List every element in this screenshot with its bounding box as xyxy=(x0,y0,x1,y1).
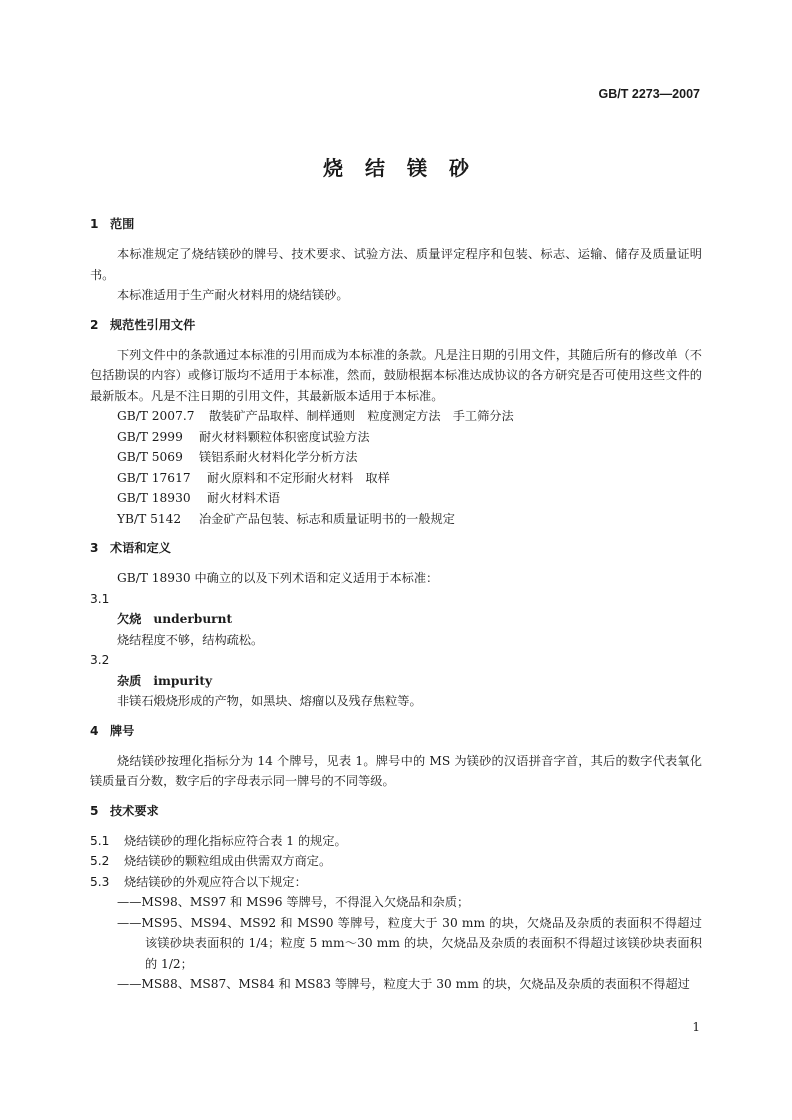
term-entry xyxy=(90,609,702,630)
reference-item xyxy=(90,427,702,448)
term-chinese: 杂质 xyxy=(117,673,142,688)
reference-title: 耐火材料颗粒体积密度试验方法 xyxy=(199,429,370,444)
reference-code: GB/T 17617 xyxy=(117,470,191,485)
reference-code: GB/T 5069 xyxy=(117,450,183,464)
section-technical-requirements xyxy=(90,801,702,995)
dash-item: ——MS88、MS87、MS84 和 MS83 等牌号，粒度大于 30 mm 的块，欠烧品及杂质的表面积不得超过 xyxy=(117,977,690,991)
standard-number: GB/T 2273—2007 xyxy=(598,87,700,101)
reference-item xyxy=(90,488,702,509)
dash-item: ——MS95、MS94、MS92 和 MS90 等牌号，粒度大于 30 mm 的块，欠烧品及杂质的表面积不得超过该镁砂块表面积的 1/4；粒度 5 mm～30 mm 的块，欠烧品及杂质的表面积不得超过该镁砂块表面积的 1/2； xyxy=(117,915,702,971)
section-grades xyxy=(90,721,702,792)
section-heading xyxy=(90,801,702,821)
reference-code: YB/T 5142 xyxy=(117,511,182,526)
reference-item xyxy=(90,509,702,530)
section-normative-references xyxy=(90,315,702,530)
term-chinese: 欠烧 xyxy=(117,612,142,626)
document-body xyxy=(90,214,702,1004)
section-number: 2 xyxy=(90,317,99,332)
term-definition: 烧结程度不够，结构疏松。 xyxy=(117,632,264,647)
subclause-text: 烧结镁砂的颗粒组成由供需双方商定。 xyxy=(124,854,332,868)
dash-item: ——MS98、MS97 和 MS96 等牌号，不得混入欠烧品和杂质； xyxy=(117,895,470,909)
term-english: underburnt xyxy=(153,612,233,626)
term-number: 3.1 xyxy=(90,591,110,606)
section-terms-definitions xyxy=(90,538,702,712)
section-heading xyxy=(90,315,702,335)
reference-title: 散装矿产品取样、制样通则 粒度测定方法 手工筛分法 xyxy=(209,409,514,423)
section-number: 4 xyxy=(90,723,99,738)
reference-title: 耐火材料术语 xyxy=(207,491,281,505)
section-title: 术语和定义 xyxy=(110,541,171,555)
paragraph: 下列文件中的条款通过本标准的引用而成为本标准的条款。凡是注日期的引用文件，其随后所有的修改单（不包括勘误的内容）或修订版均不适用于本标准，然而，鼓励根据本标准达成协议的各方研究是否可使用这些文件的最新版本。凡是不注日期的引用文件，其最新版本适用于本标准。 xyxy=(90,347,702,403)
dash-list xyxy=(90,892,702,995)
paragraph: 本标准规定了烧结镁砂的牌号、技术要求、试验方法、质量评定程序和包装、标志、运输、储存及质量证明书。 xyxy=(90,247,702,282)
term-definition: 非镁石煅烧形成的产物，如黑块、熔瘤以及残存焦粒等。 xyxy=(117,694,422,708)
section-title: 技术要求 xyxy=(110,803,159,818)
subclause-number: 5.3 xyxy=(90,874,110,889)
paragraph: 烧结镁砂按理化指标分为 14 个牌号，见表 1。牌号中的 MS 为镁砂的汉语拼音字首，其后的数字代表氧化镁质量百分数，数字后的字母表示同一牌号的不同等级。 xyxy=(90,753,702,788)
reference-item xyxy=(90,406,702,427)
subclause xyxy=(90,872,702,893)
reference-title: 耐火原料和不定形耐火材料 取样 xyxy=(207,470,390,485)
section-scope xyxy=(90,214,702,306)
reference-item xyxy=(90,447,702,468)
section-heading xyxy=(90,214,702,234)
section-title: 范围 xyxy=(110,217,135,231)
subclause-number: 5.1 xyxy=(90,833,110,848)
section-title: 规范性引用文件 xyxy=(110,317,196,332)
reference-title: 冶金矿产品包装、标志和质量证明书的一般规定 xyxy=(199,511,455,526)
reference-item xyxy=(90,468,702,489)
term-english: impurity xyxy=(153,673,213,688)
section-title: 牌号 xyxy=(110,723,135,738)
section-number: 3 xyxy=(90,541,99,555)
paragraph: 本标准适用于生产耐火材料用的烧结镁砂。 xyxy=(117,288,349,302)
reference-title: 镁铝系耐火材料化学分析方法 xyxy=(199,450,358,464)
subclause-text: 烧结镁砂的理化指标应符合表 1 的规定。 xyxy=(124,833,347,848)
page-number: 1 xyxy=(692,1020,700,1034)
subclause-number: 5.2 xyxy=(90,854,110,868)
term-number: 3.2 xyxy=(90,653,110,667)
section-heading xyxy=(90,538,702,558)
subclause xyxy=(90,831,702,852)
subclause xyxy=(90,851,702,872)
section-number: 5 xyxy=(90,803,99,818)
reference-list xyxy=(90,406,702,529)
paragraph: GB/T 18930 中确立的以及下列术语和定义适用于本标准： xyxy=(117,571,439,585)
reference-code: GB/T 2007.7 xyxy=(117,409,195,423)
subclause-text: 烧结镁砂的外观应符合以下规定： xyxy=(124,874,307,889)
reference-code: GB/T 18930 xyxy=(117,491,191,505)
reference-code: GB/T 2999 xyxy=(117,429,183,444)
term-entry xyxy=(90,671,702,692)
section-number: 1 xyxy=(90,217,99,231)
document-title: 烧结镁砂 xyxy=(323,156,491,180)
section-heading xyxy=(90,721,702,741)
